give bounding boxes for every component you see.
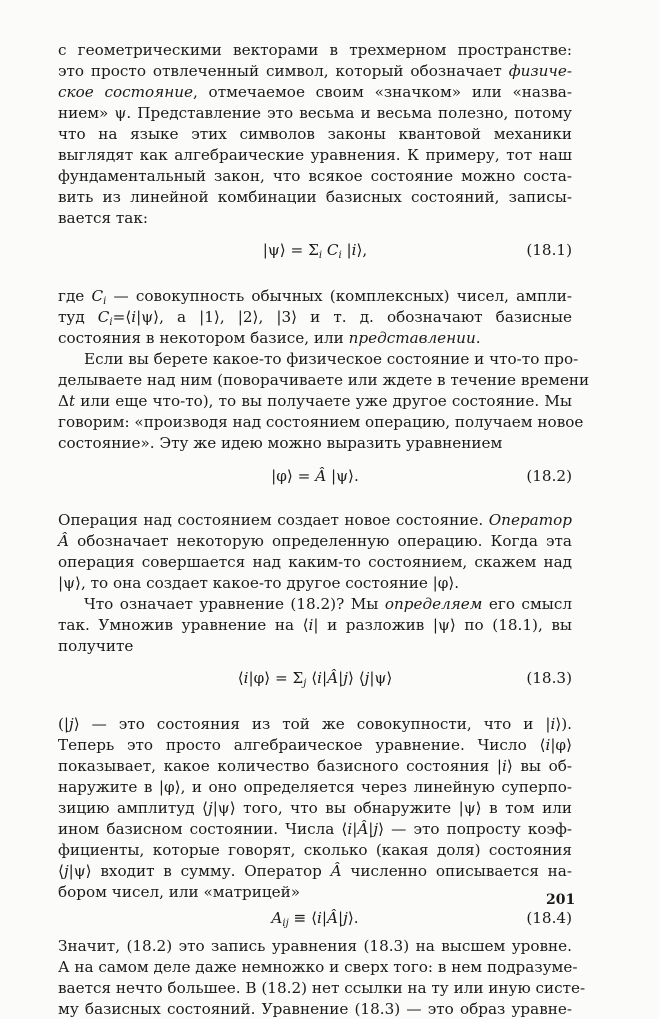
equation-18-2 <box>58 464 572 488</box>
equation-number: (18.4) <box>526 909 572 927</box>
book-page: с геометрическими векторами в трехмерном пространстве: это просто отвлеченный символ, который обозначает физиче- ское состояние, отмечаемое своим «значком» или «назва- нием» ψ. Представление это весьма и весьма полезно, потому что на языке этих символов законы квантовой механики выглядят как алгебраические уравнения. К примеру, тот наш фундаментальный закон, что всякое состояние можно соста- вить из линейной комбинации базисных состояний, записы- вается так: |ψ⟩ = $\Sigma_i$ $C_i$ |i⟩, (18.1) где $C_i$ — совокупность обычных (комплексных) чисел, ампли- туд $C_i=⟨i|\psi⟩$, а |1⟩, |2⟩, |3⟩ и т. д. обозначают базисные состояния в некотором базисе, или представлении. Если вы берете какое-то физическое состояние и что-то про- делываете над ним (поворачиваете или ждете в течение времени Δt или еще что-то), то вы получаете уже другое состояние. Мы говорим: «производя над состоянием операцию, получаем новое состояние». Эту же идею можно выразить уравнением |φ⟩ = Â |ψ⟩. (18.2) Операция над состоянием создает новое состояние. Оператор Â обозначает некоторую определенную операцию. Когда эта операция совершается над каким-то состоянием, скажем над |ψ⟩, то она создает какое-то другое состояние |φ⟩. Что означает уравнение (18.2)? Мы определяем его смысл так. Умножив уравнение на ⟨i| и разложив |ψ⟩ по (18.1), вы получите ⟨i|φ⟩ = $\Sigma_j$ ⟨i|Â|j⟩ ⟨j|ψ⟩ (18.3) (|j⟩ — это состояния из той же совокупности, что и |i⟩). Теперь это просто алгебраическое уравнение. Число ⟨i|φ⟩ показывает, какое количество базисного состояния |i⟩ вы об- наружите в |φ⟩, и оно определяется через линейную суперпо- зицию амплитуд ⟨j|ψ⟩ того, что вы обнаружите |ψ⟩ в том или ином базисном состоянии. Числа ⟨i|Â|j⟩ — это попросту коэф- фициенты, которые говорят, сколько (какая доля) состояния ⟨j|ψ⟩ входит в сумму. Оператор Â численно описывается на- бором чисел, или «матрицей» $A_{ij}$ ≡ ⟨i|Â|j⟩. (18.4) Значит, (18.2) это запись уравнения (18.3) на высшем уровне. А на самом деле даже немножко и сверх того: в нем подразуме- вается нечто большее. В (18.2) нет ссылки на ту или иную систе- му базисных состояний. Уравнение (18.3) — это образ уравне- 201 <box>58 41 590 1018</box>
equation-formula: |φ⟩ = Â |ψ⟩. <box>271 467 359 485</box>
page-number: 201 <box>546 892 576 908</box>
equation-18-4 <box>58 906 572 930</box>
equation-18-1 <box>58 238 572 262</box>
equation-18-3 <box>58 666 572 690</box>
equation-number: (18.3) <box>526 669 572 687</box>
equation-formula: |ψ⟩ = $\Sigma_i$ $C_i$ |i⟩, <box>262 241 368 261</box>
equation-number: (18.2) <box>526 467 572 485</box>
equation-number: (18.1) <box>526 241 572 259</box>
equation-formula: ⟨i|φ⟩ = $\Sigma_j$ ⟨i|Â|j⟩ ⟨j|ψ⟩ <box>237 669 393 689</box>
equation-formula: $A_{ij}$ ≡ ⟨i|Â|j⟩. <box>271 909 359 929</box>
